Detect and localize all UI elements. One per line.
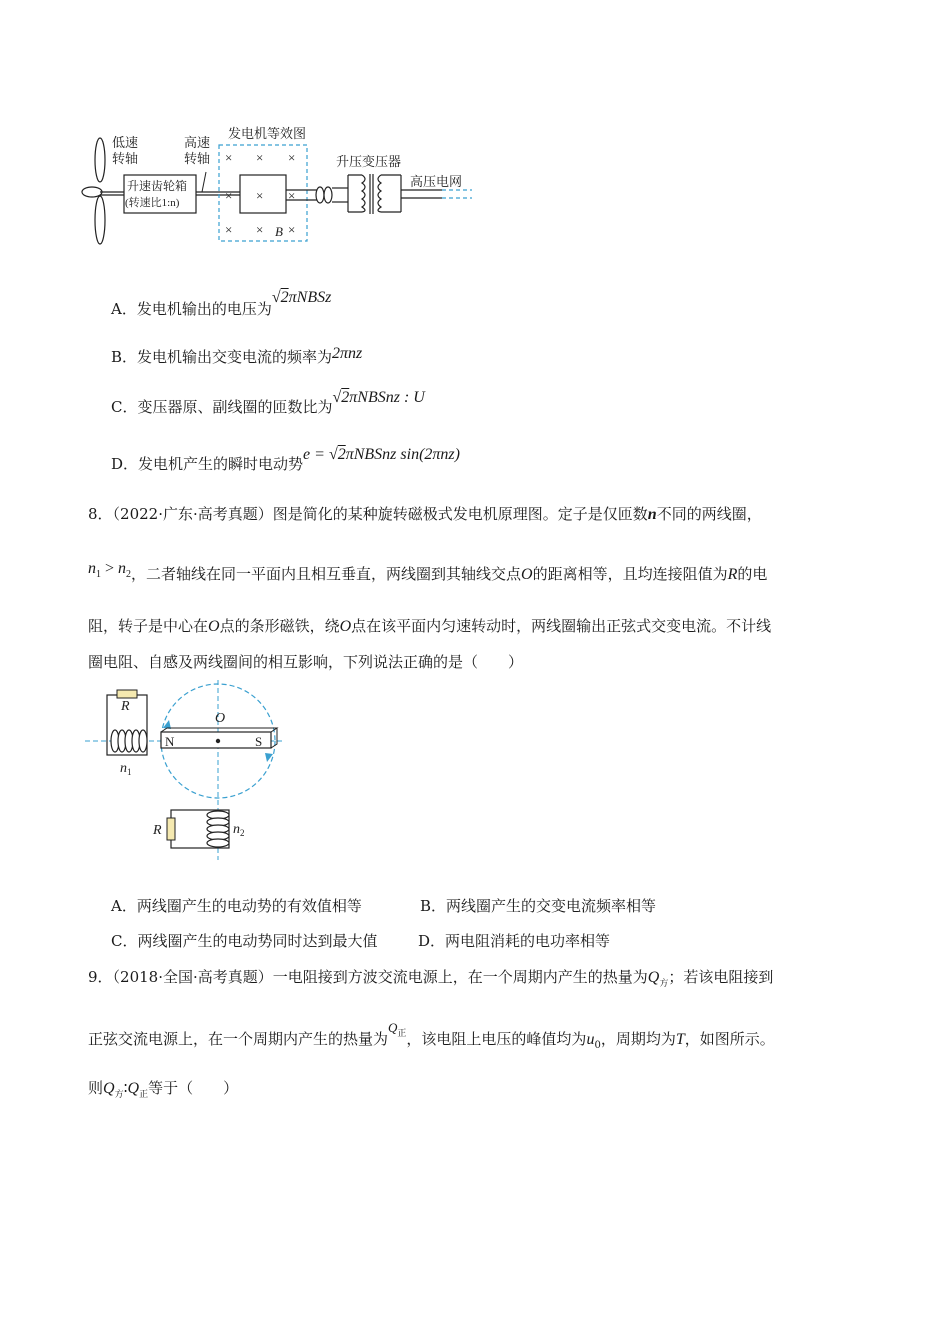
resistor-bottom bbox=[167, 818, 175, 840]
low-speed-label-2: 转轴 bbox=[112, 151, 139, 166]
transformer-label: 升压变压器 bbox=[336, 154, 402, 169]
low-speed-label-1: 低速 bbox=[112, 135, 139, 150]
high-speed-label-1: 高速 bbox=[184, 135, 211, 150]
rotating-magnet-diagram bbox=[85, 680, 305, 865]
q8-option-a: A．两线圈产生的电动势的有效值相等 bbox=[111, 897, 362, 915]
q8-line-2: $n_1 > n_2$，二者轴线在同一平面内且相互垂直，两线圈到其轴线交点O的距离相等，且均连接阻值为R的电 bbox=[88, 560, 768, 583]
wind-generator-diagram bbox=[80, 120, 480, 255]
gearbox-label-2: (转速比1:n) bbox=[125, 197, 180, 209]
svg-text:×: × bbox=[288, 222, 296, 237]
field-label-B: B bbox=[275, 224, 283, 239]
q7-option-d: D．发电机产生的瞬时电动势e = √2πNBSnz sin(2πnz) bbox=[111, 446, 460, 473]
pivot-point bbox=[216, 739, 220, 743]
resistor-top-label: R bbox=[121, 699, 130, 714]
q8-option-c: C．两线圈产生的电动势同时达到最大值 bbox=[111, 932, 378, 950]
svg-text:×: × bbox=[225, 188, 233, 203]
svg-text:×: × bbox=[288, 188, 296, 203]
transformer-icon bbox=[348, 174, 401, 214]
question-source: （2018·全国·高考真题） bbox=[112, 968, 273, 986]
magnet-north-label: N bbox=[165, 734, 175, 749]
propeller-icon bbox=[82, 138, 105, 244]
q9-line-3: 则$Q_方∶Q_正$等于（ ） bbox=[88, 1079, 239, 1100]
svg-text:×: × bbox=[256, 188, 264, 203]
high-speed-label-2: 转轴 bbox=[184, 151, 211, 166]
q8-option-b: B．两线圈产生的交变电流频率相等 bbox=[420, 897, 657, 915]
svg-text:×: × bbox=[256, 222, 264, 237]
slip-ring-icon bbox=[316, 187, 324, 203]
q8-option-d: D．两电阻消耗的电功率相等 bbox=[418, 932, 611, 950]
question-source: （2022·广东·高考真题） bbox=[112, 505, 273, 523]
coil-n1-label: $n_1$ bbox=[120, 761, 132, 777]
q9-line-1: 9．（2018·全国·高考真题）一电阻接到方波交流电源上，在一个周期内产生的热量为$Q_方$；若该电阻接到 bbox=[88, 968, 774, 989]
q8-line-3: 阻，转子是中心在O点的条形磁铁，绕O点在该平面内匀速转动时，两线圈输出正弦式交变电流。不计线 bbox=[88, 617, 772, 635]
question-number: 9． bbox=[88, 968, 113, 986]
q7-option-b: B．发电机输出交变电流的频率为2πnz bbox=[111, 345, 363, 366]
question-number: 8． bbox=[88, 505, 113, 523]
coil-n2-icon bbox=[207, 811, 229, 847]
coil-n1-icon bbox=[111, 730, 147, 752]
generator-title: 发电机等效图 bbox=[228, 126, 307, 141]
pivot-label: O bbox=[215, 711, 226, 726]
svg-text:×: × bbox=[225, 150, 233, 165]
resistor-top bbox=[117, 690, 137, 698]
q7-option-a: A．发电机输出的电压为√2πNBSz bbox=[111, 289, 332, 318]
resistor-bottom-label: R bbox=[153, 823, 162, 838]
grid-label: 高压电网 bbox=[410, 174, 463, 189]
svg-text:×: × bbox=[256, 150, 264, 165]
svg-text:×: × bbox=[288, 150, 296, 165]
q8-line-4: 圈电阻、自感及两线圈间的相互影响，下列说法正确的是（ ） bbox=[88, 653, 524, 671]
coil-n2-label: $n_2$ bbox=[233, 822, 245, 838]
svg-text:×: × bbox=[225, 222, 233, 237]
q9-line-2: 正弦交流电源上，在一个周期内产生的热量为$Q_正$，该电阻上电压的峰值均为$u_0$，周期均为T，如图所示。 bbox=[88, 1020, 775, 1051]
magnet-south-label: S bbox=[255, 734, 263, 749]
q8-line-1: 8．（2022·广东·高考真题）图是简化的某种旋转磁极式发电机原理图。定子是仅匝数n不同的两线圈， bbox=[88, 505, 762, 523]
gearbox-label-1: 升速齿轮箱 bbox=[127, 179, 188, 193]
q7-option-c: C．变压器原、副线圈的匝数比为√2πNBSnz : U bbox=[111, 389, 425, 416]
